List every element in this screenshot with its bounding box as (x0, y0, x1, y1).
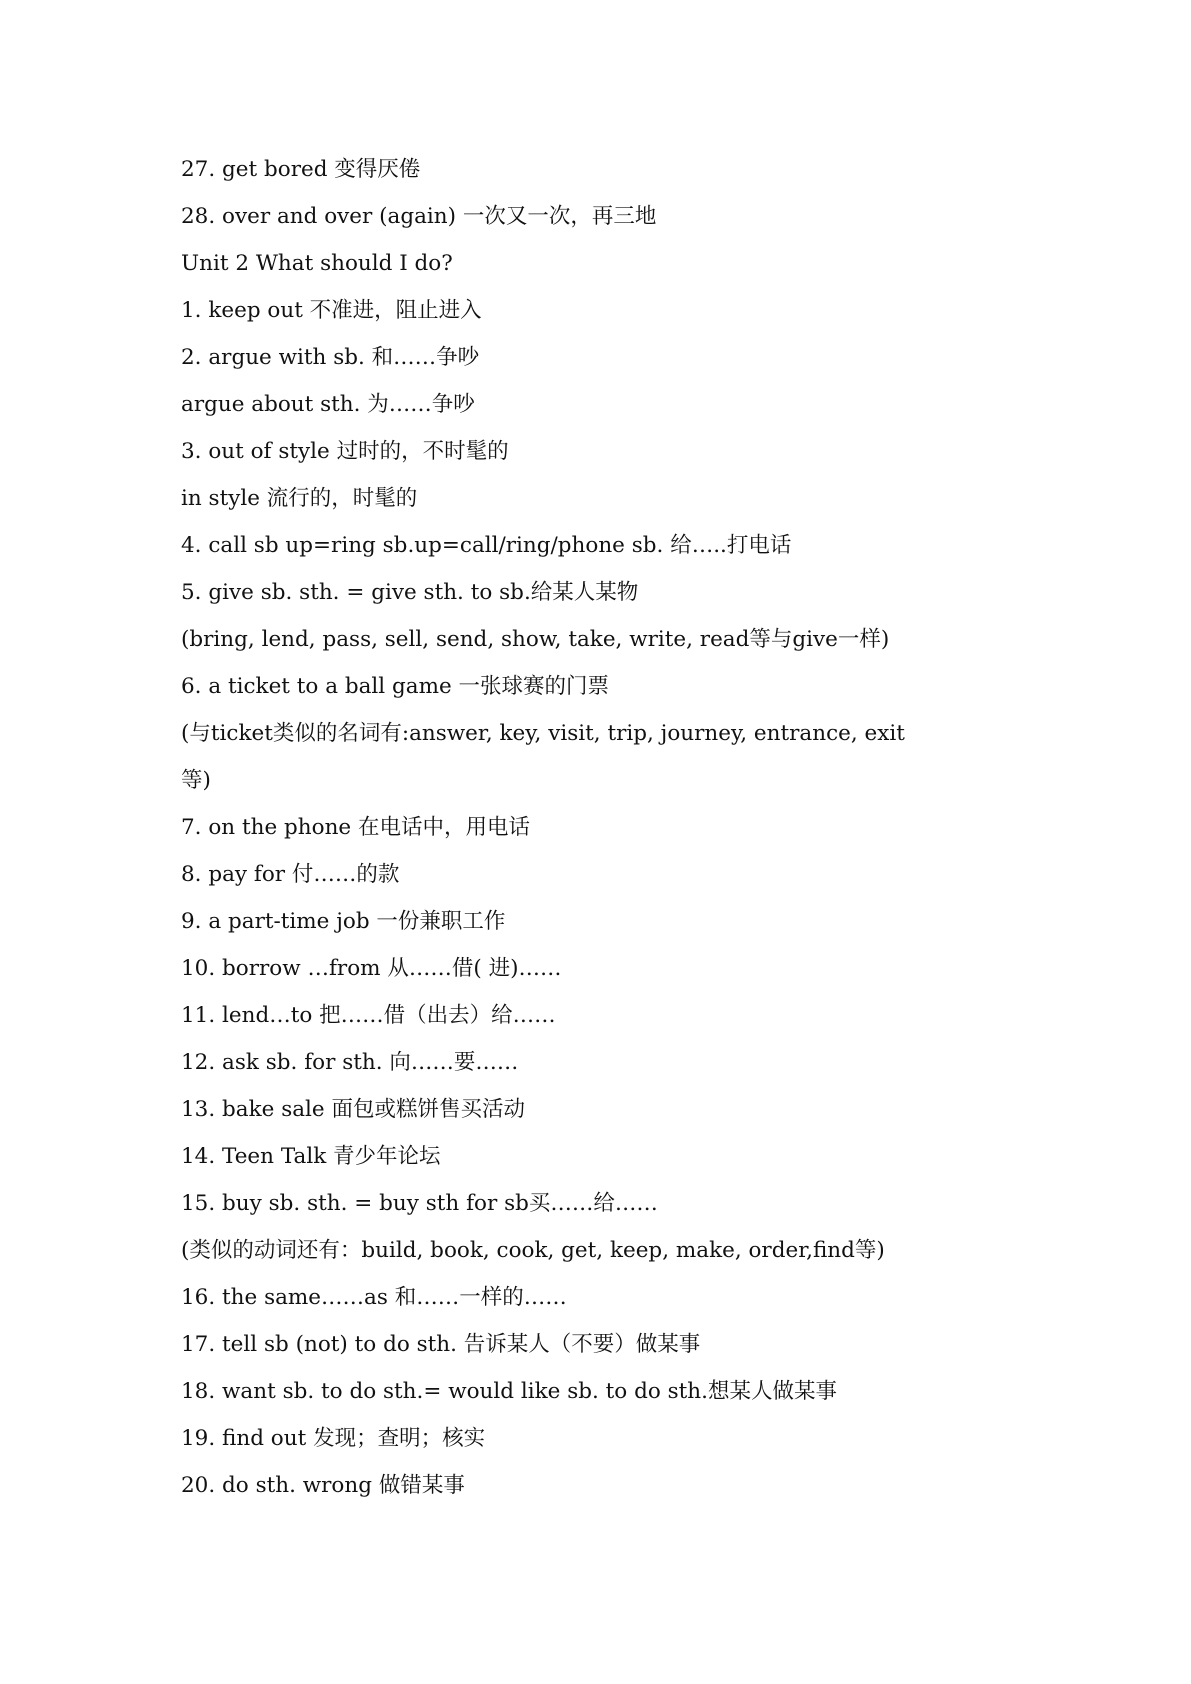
text-line: in style 流行的，时髦的 (181, 486, 418, 511)
text-line: 16. the same……as 和……一样的…… (181, 1285, 567, 1310)
text-line: 5. give sb. sth. = give sth. to sb.给某人某物 (181, 580, 639, 605)
text-line: 等) (181, 768, 211, 793)
text-line: (bring, lend, pass, sell, send, show, take, write, read等与give一样) (181, 627, 890, 652)
section-heading: Unit 2 What should I do? (181, 251, 453, 276)
text-line: 14. Teen Talk 青少年论坛 (181, 1144, 441, 1169)
text-line: 4. call sb up=ring sb.up=call/ring/phone sb. 给…..打电话 (181, 533, 792, 558)
text-line: 6. a ticket to a ball game 一张球赛的门票 (181, 674, 610, 699)
text-line: 7. on the phone 在电话中，用电话 (181, 815, 530, 840)
text-line: (类似的动词还有：build, book, cook, get, keep, make, order,find等) (181, 1238, 885, 1263)
text-line: argue about sth. 为……争吵 (181, 392, 475, 417)
text-line: 1. keep out 不准进，阻止进入 (181, 298, 482, 323)
text-line: (与ticket类似的名词有:answer, key, visit, trip, journey, entrance, exit (181, 721, 905, 746)
text-line: 27. get bored 变得厌倦 (181, 157, 421, 182)
text-line: 12. ask sb. for sth. 向……要…… (181, 1050, 519, 1075)
text-line: 18. want sb. to do sth.= would like sb. to do sth.想某人做某事 (181, 1379, 837, 1404)
text-line: 13. bake sale 面包或糕饼售买活动 (181, 1097, 525, 1122)
text-line: 9. a part-time job 一份兼职工作 (181, 909, 506, 934)
text-line: 17. tell sb (not) to do sth. 告诉某人（不要）做某事 (181, 1332, 701, 1357)
text-line: 28. over and over (again) 一次又一次，再三地 (181, 204, 657, 229)
text-line: 11. lend…to 把……借（出去）给…… (181, 1003, 556, 1028)
text-line: 19. find out 发现；查明；核实 (181, 1426, 486, 1451)
text-line: 3. out of style 过时的，不时髦的 (181, 439, 509, 464)
text-line: 15. buy sb. sth. = buy sth for sb买……给…… (181, 1191, 658, 1216)
text-line: 10. borrow …from 从……借( 进)…… (181, 956, 562, 981)
text-line: 20. do sth. wrong 做错某事 (181, 1473, 465, 1498)
text-line: 8. pay for 付……的款 (181, 862, 400, 887)
document-body (181, 146, 1041, 1509)
text-line: 2. argue with sb. 和……争吵 (181, 345, 480, 370)
